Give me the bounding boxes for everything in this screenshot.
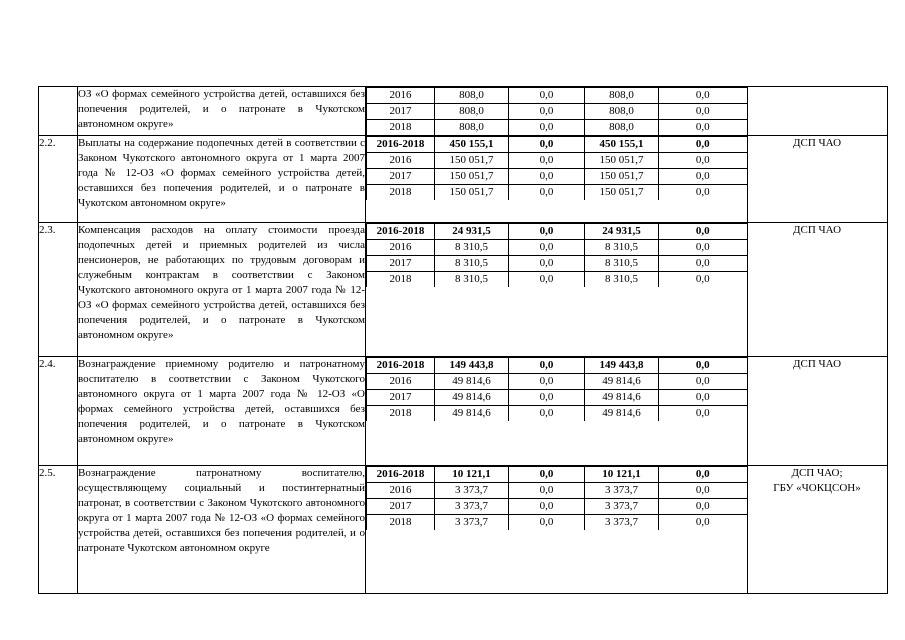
funding-cell: [366, 223, 748, 357]
period-cell: 2018: [367, 272, 435, 288]
other-cell: 0,0: [659, 272, 747, 288]
regional-cell: 8 310,5: [585, 256, 659, 272]
other-cell: 0,0: [659, 185, 747, 201]
responsible-org: ДСП ЧАО; ГБУ «ЧОКЦСОН»: [747, 466, 887, 594]
federal-cell: 0,0: [509, 272, 585, 288]
other-cell: 0,0: [659, 515, 747, 531]
total-cell: 150 051,7: [435, 169, 509, 185]
regional-cell: 150 051,7: [585, 185, 659, 201]
other-cell: 0,0: [659, 483, 747, 499]
other-cell: 0,0: [659, 390, 747, 406]
total-cell: 150 051,7: [435, 153, 509, 169]
regional-cell: 149 443,8: [585, 358, 659, 374]
total-cell: 3 373,7: [435, 515, 509, 531]
funding-line: [367, 224, 747, 240]
funding-line: [367, 499, 747, 515]
other-cell: 0,0: [659, 120, 747, 136]
funding-cell: [366, 357, 748, 466]
regional-cell: 49 814,6: [585, 374, 659, 390]
federal-cell: 0,0: [509, 499, 585, 515]
federal-cell: 0,0: [509, 104, 585, 120]
row-number: 2.2.: [39, 136, 78, 223]
federal-cell: 0,0: [509, 467, 585, 483]
other-cell: 0,0: [659, 104, 747, 120]
total-cell: 150 051,7: [435, 185, 509, 201]
period-cell: 2016-2018: [367, 137, 435, 153]
period-cell: 2018: [367, 515, 435, 531]
total-cell: 49 814,6: [435, 390, 509, 406]
table-row: [39, 466, 888, 594]
regional-cell: 49 814,6: [585, 390, 659, 406]
other-cell: 0,0: [659, 240, 747, 256]
period-cell: 2016: [367, 88, 435, 104]
federal-cell: 0,0: [509, 169, 585, 185]
total-cell: 3 373,7: [435, 499, 509, 515]
period-cell: 2017: [367, 256, 435, 272]
regional-cell: 808,0: [585, 104, 659, 120]
row-description: Вознаграждение приемному родителю и патронатному воспитателю в соответствии с Законом Чукотского автономного округа от 1 марта 2007 года № 12-ОЗ «О формах семейного устройства детей, оставшихся без попечения родителей, и о патронате в Чукотском автономном округе»: [78, 357, 366, 466]
total-cell: 49 814,6: [435, 374, 509, 390]
period-cell: 2018: [367, 406, 435, 422]
funding-line: [367, 358, 747, 374]
period-cell: 2016: [367, 240, 435, 256]
program-table: [38, 86, 888, 594]
row-number: [39, 87, 78, 136]
total-cell: 450 155,1: [435, 137, 509, 153]
federal-cell: 0,0: [509, 185, 585, 201]
funding-cell: [366, 87, 748, 136]
regional-cell: 150 051,7: [585, 169, 659, 185]
federal-cell: 0,0: [509, 137, 585, 153]
other-cell: 0,0: [659, 406, 747, 422]
federal-cell: 0,0: [509, 483, 585, 499]
total-cell: 8 310,5: [435, 256, 509, 272]
federal-cell: 0,0: [509, 256, 585, 272]
responsible-org: [747, 87, 887, 136]
funding-line: [367, 169, 747, 185]
period-cell: 2017: [367, 169, 435, 185]
federal-cell: 0,0: [509, 153, 585, 169]
federal-cell: 0,0: [509, 390, 585, 406]
funding-line: [367, 483, 747, 499]
funding-cell: [366, 136, 748, 223]
row-number: 2.5.: [39, 466, 78, 594]
responsible-org: ДСП ЧАО: [747, 223, 887, 357]
other-cell: 0,0: [659, 467, 747, 483]
funding-subtable: [366, 466, 747, 530]
period-cell: 2018: [367, 185, 435, 201]
funding-line: [367, 240, 747, 256]
period-cell: 2016: [367, 374, 435, 390]
row-description: ОЗ «О формах семейного устройства детей, оставшихся без попечения родителей, и о патронате в Чукотском автономном округе»: [78, 87, 366, 136]
funding-line: [367, 467, 747, 483]
federal-cell: 0,0: [509, 406, 585, 422]
total-cell: 8 310,5: [435, 240, 509, 256]
funding-line: [367, 185, 747, 201]
row-description: Компенсация расходов на оплату стоимости проезда подопечных детей и приемных родителей из числа пенсионеров, не работающих по трудовым договорам и служебным контрактам в соответствии с Законом Чукотского автономного округа от 1 марта 2007 года № 12-ОЗ «О формах семейного устройства детей, оставшихся без попечения родителей, и о патронате в Чукотском автономном округе»: [78, 223, 366, 357]
period-cell: 2017: [367, 499, 435, 515]
other-cell: 0,0: [659, 137, 747, 153]
funding-line: [367, 515, 747, 531]
period-cell: 2018: [367, 120, 435, 136]
regional-cell: 808,0: [585, 88, 659, 104]
funding-line: [367, 104, 747, 120]
total-cell: 808,0: [435, 88, 509, 104]
regional-cell: 450 155,1: [585, 137, 659, 153]
total-cell: 49 814,6: [435, 406, 509, 422]
funding-line: [367, 390, 747, 406]
other-cell: 0,0: [659, 358, 747, 374]
total-cell: 10 121,1: [435, 467, 509, 483]
row-number: 2.3.: [39, 223, 78, 357]
other-cell: 0,0: [659, 374, 747, 390]
other-cell: 0,0: [659, 88, 747, 104]
funding-subtable: [366, 357, 747, 421]
federal-cell: 0,0: [509, 358, 585, 374]
funding-line: [367, 120, 747, 136]
total-cell: 24 931,5: [435, 224, 509, 240]
program-table-body: [39, 87, 888, 594]
funding-line: [367, 406, 747, 422]
funding-subtable: [366, 223, 747, 287]
period-cell: 2016-2018: [367, 224, 435, 240]
regional-cell: 808,0: [585, 120, 659, 136]
row-description: Вознаграждение патронатному воспитателю, осуществляющему социальный и постинтернатный патронат, в соответствии с Законом Чукотского автономного округа от 1 марта 2007 года № 12-ОЗ «О формах семейного устройства детей, оставшихся без попечения родителей, и о патронате Чукотском автономном округе: [78, 466, 366, 594]
responsible-org: ДСП ЧАО: [747, 357, 887, 466]
other-cell: 0,0: [659, 153, 747, 169]
period-cell: 2016: [367, 153, 435, 169]
period-cell: 2017: [367, 104, 435, 120]
responsible-org: ДСП ЧАО: [747, 136, 887, 223]
period-cell: 2016-2018: [367, 467, 435, 483]
regional-cell: 8 310,5: [585, 240, 659, 256]
total-cell: 149 443,8: [435, 358, 509, 374]
other-cell: 0,0: [659, 169, 747, 185]
funding-cell: [366, 466, 748, 594]
row-number: 2.4.: [39, 357, 78, 466]
funding-line: [367, 153, 747, 169]
table-row: [39, 87, 888, 136]
period-cell: 2016: [367, 483, 435, 499]
total-cell: 8 310,5: [435, 272, 509, 288]
federal-cell: 0,0: [509, 374, 585, 390]
regional-cell: 3 373,7: [585, 499, 659, 515]
table-row: [39, 223, 888, 357]
funding-line: [367, 256, 747, 272]
funding-subtable: [366, 87, 747, 135]
federal-cell: 0,0: [509, 120, 585, 136]
funding-line: [367, 374, 747, 390]
regional-cell: 10 121,1: [585, 467, 659, 483]
federal-cell: 0,0: [509, 240, 585, 256]
period-cell: 2017: [367, 390, 435, 406]
total-cell: 808,0: [435, 104, 509, 120]
federal-cell: 0,0: [509, 515, 585, 531]
table-row: [39, 136, 888, 223]
regional-cell: 8 310,5: [585, 272, 659, 288]
other-cell: 0,0: [659, 224, 747, 240]
regional-cell: 3 373,7: [585, 515, 659, 531]
row-description: Выплаты на содержание подопечных детей в соответствии с Законом Чукотского автономного округа от 1 марта 2007 года № 12-ОЗ «О формах семейного устройства детей, оставшихся без попечения родителей, и о патронате в Чукотском автономном округе»: [78, 136, 366, 223]
total-cell: 808,0: [435, 120, 509, 136]
other-cell: 0,0: [659, 499, 747, 515]
total-cell: 3 373,7: [435, 483, 509, 499]
funding-line: [367, 272, 747, 288]
funding-line: [367, 137, 747, 153]
other-cell: 0,0: [659, 256, 747, 272]
federal-cell: 0,0: [509, 88, 585, 104]
regional-cell: 150 051,7: [585, 153, 659, 169]
funding-line: [367, 88, 747, 104]
regional-cell: 24 931,5: [585, 224, 659, 240]
period-cell: 2016-2018: [367, 358, 435, 374]
regional-cell: 3 373,7: [585, 483, 659, 499]
funding-subtable: [366, 136, 747, 200]
table-row: [39, 357, 888, 466]
federal-cell: 0,0: [509, 224, 585, 240]
regional-cell: 49 814,6: [585, 406, 659, 422]
